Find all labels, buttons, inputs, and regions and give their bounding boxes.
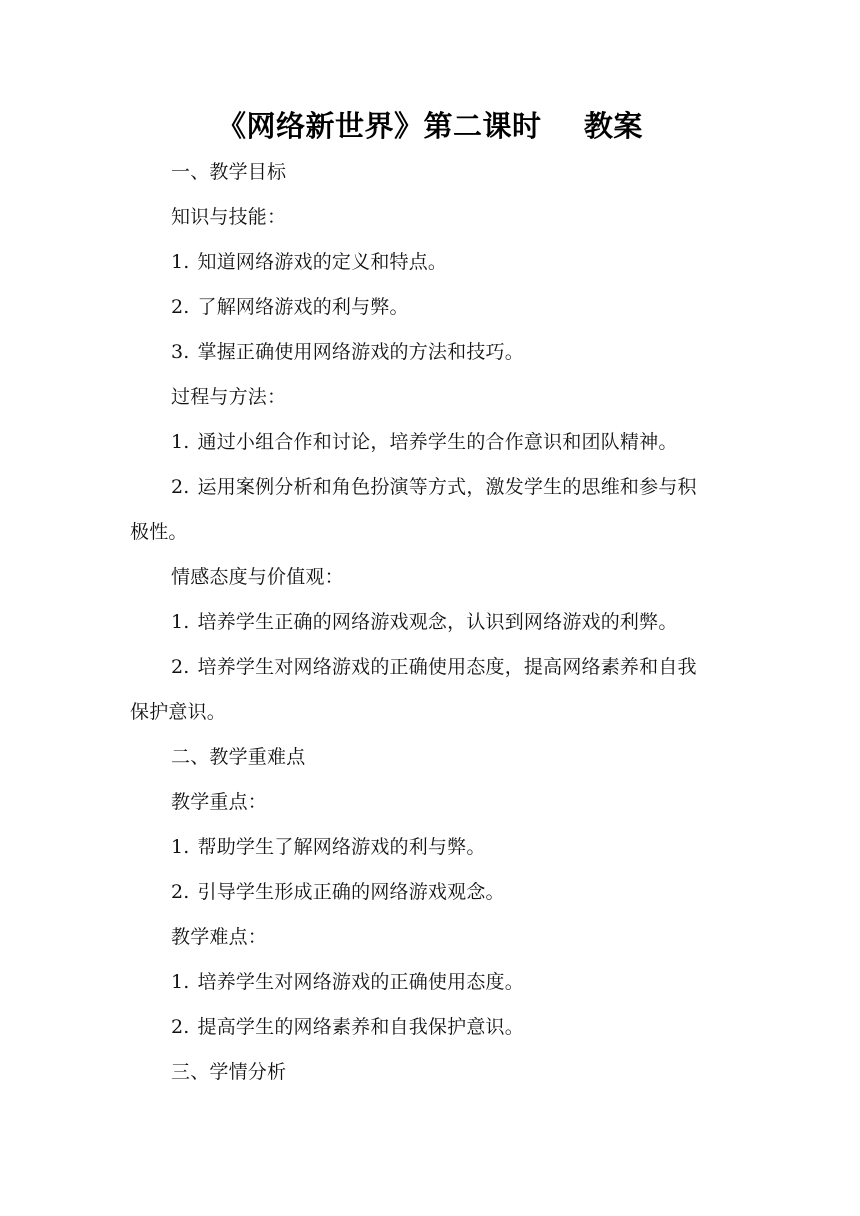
paragraph-line <box>130 735 732 780</box>
numbered-item <box>130 465 732 510</box>
line-text: 一、教学目标 <box>171 161 287 183</box>
paragraph-continuation <box>130 690 732 735</box>
paragraph-line <box>130 150 732 195</box>
item-number: 1. <box>171 431 190 453</box>
line-text: 保护意识。 <box>130 701 227 723</box>
line-text: 了解网络游戏的利与弊。 <box>197 296 409 318</box>
numbered-item <box>130 600 732 645</box>
item-number: 1. <box>171 251 190 273</box>
line-text: 培养学生正确的网络游戏观念，认识到网络游戏的利弊。 <box>197 611 678 633</box>
item-number: 2. <box>171 881 190 903</box>
item-number: 1. <box>171 971 190 993</box>
line-text: 知道网络游戏的定义和特点。 <box>197 251 448 273</box>
numbered-item <box>130 330 732 375</box>
numbered-item <box>130 825 732 870</box>
paragraph-line <box>130 195 732 240</box>
line-text: 教学难点： <box>171 926 268 948</box>
paragraph-line <box>130 915 732 960</box>
line-text: 掌握正确使用网络游戏的方法和技巧。 <box>197 341 524 363</box>
line-text: 三、学情分析 <box>171 1061 287 1083</box>
line-text: 过程与方法： <box>171 386 287 408</box>
paragraph-line <box>130 375 732 420</box>
item-number: 1. <box>171 836 190 858</box>
item-number: 2. <box>171 656 190 678</box>
numbered-item <box>130 1005 732 1050</box>
line-text: 二、教学重难点 <box>171 746 306 768</box>
line-text: 培养学生对网络游戏的正确使用态度，提高网络素养和自我 <box>197 656 697 678</box>
item-number: 2. <box>171 476 190 498</box>
numbered-item <box>130 870 732 915</box>
item-number: 2. <box>171 296 190 318</box>
numbered-item <box>130 240 732 285</box>
paragraph-continuation <box>130 510 732 555</box>
item-number: 1. <box>171 611 190 633</box>
line-text: 引导学生形成正确的网络游戏观念。 <box>197 881 505 903</box>
numbered-item <box>130 285 732 330</box>
line-text: 知识与技能： <box>171 206 287 228</box>
numbered-item <box>130 645 732 690</box>
line-text: 情感态度与价值观： <box>171 566 344 588</box>
numbered-item <box>130 960 732 1005</box>
line-text: 通过小组合作和讨论，培养学生的合作意识和团队精神。 <box>197 431 678 453</box>
item-number: 2. <box>171 1016 190 1038</box>
paragraph-line <box>130 1050 732 1095</box>
line-text: 帮助学生了解网络游戏的利与弊。 <box>197 836 486 858</box>
document-title: 《网络新世界》第二课时 教案 <box>217 109 643 143</box>
paragraph-line <box>130 555 732 600</box>
line-text: 教学重点： <box>171 791 268 813</box>
line-text: 提高学生的网络素养和自我保护意识。 <box>197 1016 524 1038</box>
document-body <box>130 150 732 1095</box>
line-text: 极性。 <box>130 521 188 543</box>
paragraph-line <box>130 780 732 825</box>
numbered-item <box>130 420 732 465</box>
line-text: 运用案例分析和角色扮演等方式，激发学生的思维和参与积 <box>197 476 697 498</box>
item-number: 3. <box>171 341 190 363</box>
line-text: 培养学生对网络游戏的正确使用态度。 <box>197 971 524 993</box>
